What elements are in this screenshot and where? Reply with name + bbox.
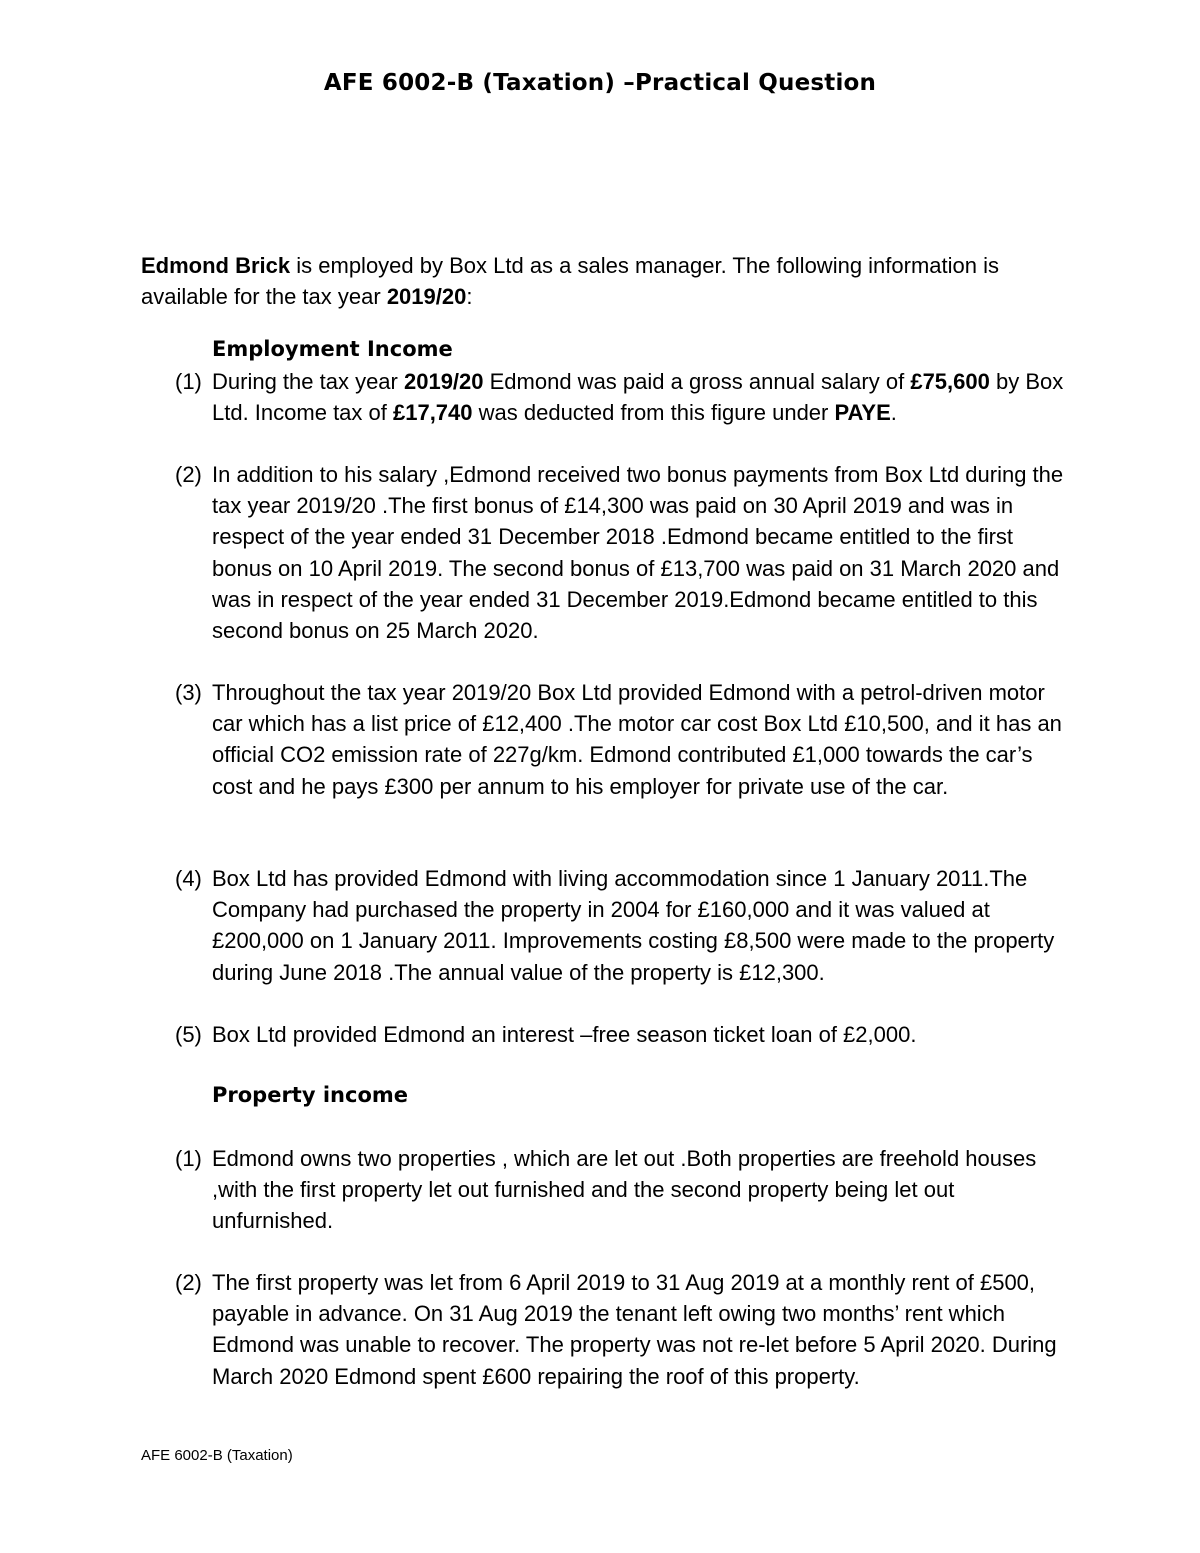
item-text: Edmond owns two properties , which are let out .Both properties are freehold houses ,with the first property let out furnished and the second property being let out unfurnished. — [212, 1146, 1037, 1234]
item-number: (2) — [175, 1270, 202, 1295]
item-text: The first property was let from 6 April 2019 to 31 Aug 2019 at a monthly rent of £500, payable in advance. On 31 Aug 2019 the tenant left owing two months’ rent which Edmond was unable to recover. The property was not re-let before 5 April 2020. During March 2020 Edmond spent £600 repairing the roof of this property. — [212, 1270, 1057, 1389]
page-footer: AFE 6002-B (Taxation) — [141, 1447, 293, 1464]
intro-year: 2019/20 — [386, 284, 467, 309]
item-number: (4) — [175, 866, 202, 891]
item-text: During the tax year 2019/20 Edmond was paid a gross annual salary of £75,600 by Box Ltd. Income tax of £17,740 was deducted from this figure under PAYE. — [212, 369, 1064, 426]
page-title: AFE 6002-B (Taxation) –Practical Question — [323, 70, 877, 96]
item-number: (1) — [175, 369, 202, 394]
item-number: (3) — [175, 680, 202, 705]
employment-item-3 — [175, 677, 1065, 802]
property-item-1 — [175, 1143, 1065, 1237]
employment-item-1 — [175, 366, 1065, 428]
item-number: (5) — [175, 1022, 202, 1047]
item-number: (2) — [175, 462, 202, 487]
property-item-2 — [175, 1267, 1065, 1392]
intro-text-2: : — [466, 284, 473, 309]
intro-text-1: is employed by Box Ltd as a sales manager. The following information is available for the tax year — [141, 253, 999, 309]
item-text: Box Ltd provided Edmond an interest –free season ticket loan of £2,000. — [212, 1022, 917, 1047]
item-number: (1) — [175, 1146, 202, 1171]
item-text: Box Ltd has provided Edmond with living accommodation since 1 January 2011.The Company had purchased the property in 2004 for £160,000 and it was valued at £200,000 on 1 January 2011. Improvements costing £8,500 were made to the property during June 2018 .The annual value of the property is £12,300. — [212, 866, 1055, 985]
employment-income-heading: Employment Income — [212, 337, 453, 361]
item-text: In addition to his salary ,Edmond received two bonus payments from Box Ltd during the tax year 2019/20 .The first bonus of £14,300 was paid on 30 April 2019 and was in respect of the year ended 31 December 2018 .Edmond became entitled to the first bonus on 10 April 2019. The second bonus of £13,700 was paid on 31 March 2020 and was in respect of the year ended 31 December 2019.Edmond became entitled to this second bonus on 25 March 2020. — [212, 462, 1064, 644]
item-text: Throughout the tax year 2019/20 Box Ltd provided Edmond with a petrol-driven motor car which has a list price of £12,400 .The motor car cost Box Ltd £10,500, and it has an official CO2 emission rate of 227g/km. Edmond contributed £1,000 towards the car’s cost and he pays £300 per annum to his employer for private use of the car. — [212, 680, 1062, 799]
intro-name: Edmond Brick — [141, 253, 291, 278]
intro-paragraph — [141, 250, 1061, 312]
employment-item-4 — [175, 863, 1065, 988]
employment-item-2 — [175, 459, 1065, 646]
employment-item-5 — [175, 1019, 1065, 1050]
property-income-heading: Property income — [212, 1083, 408, 1107]
